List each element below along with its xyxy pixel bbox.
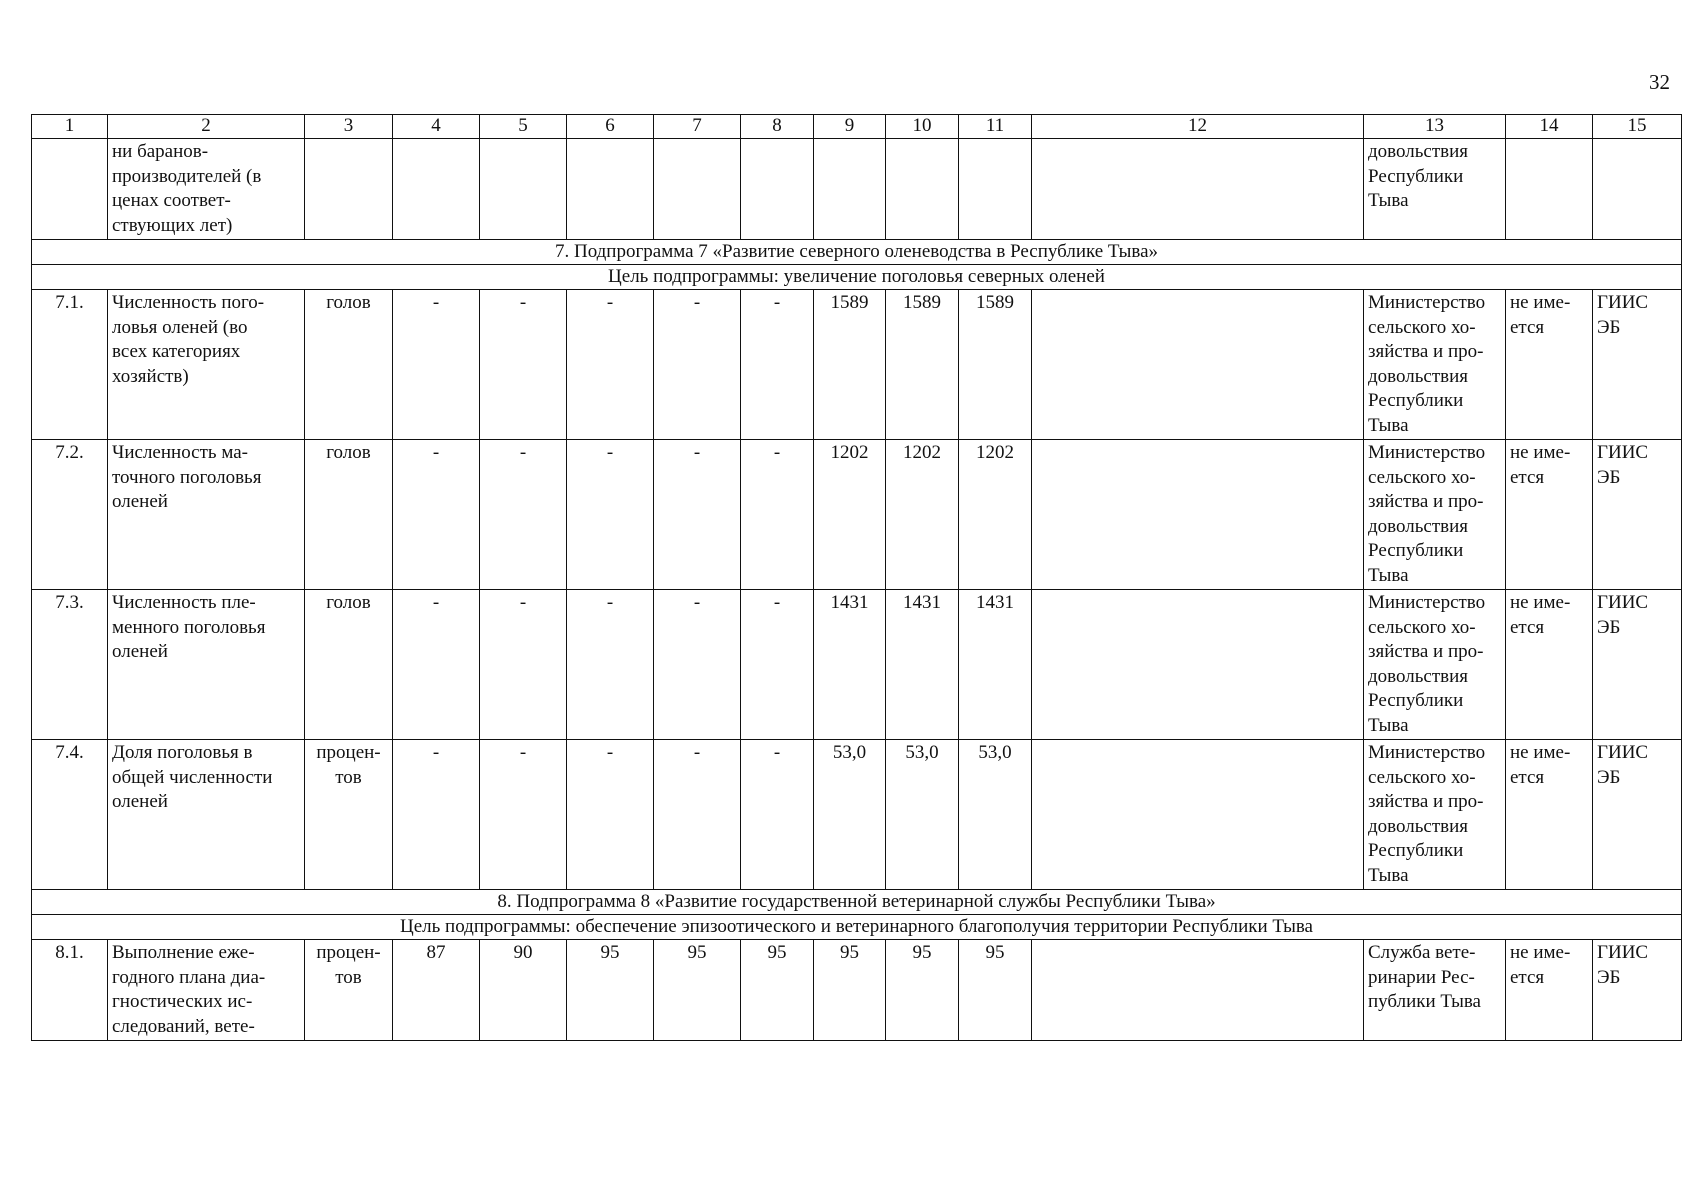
column-number: 10: [886, 115, 959, 139]
responsible-cell: Министерство сельского хо- зяйства и про- довольствия Республики Тыва: [1364, 740, 1506, 890]
value-cell: 1202: [959, 440, 1032, 590]
unit-cell: голов: [305, 290, 393, 440]
section-7-title: 7. Подпрограмма 7 «Развитие северного оленеводства в Республике Тыва»: [32, 240, 1682, 265]
section-8-rows: [32, 940, 1682, 1041]
value-cell: 87: [393, 940, 480, 1041]
value-cell: -: [567, 590, 654, 740]
value-cell: -: [741, 290, 814, 440]
responsible-cell: Служба вете- ринарии Рес- публики Тыва: [1364, 940, 1506, 1041]
system-cell: ГИИС ЭБ: [1593, 740, 1682, 890]
value-cell: -: [567, 740, 654, 890]
column-number: 13: [1364, 115, 1506, 139]
data-source-cell: не име- ется: [1506, 740, 1593, 890]
unit-cell: процен- тов: [305, 940, 393, 1041]
value-cell: 95: [741, 940, 814, 1041]
indicator-row: [32, 940, 1682, 1041]
note-cell: [1032, 740, 1364, 890]
unit-cell: голов: [305, 590, 393, 740]
value-cell: -: [741, 440, 814, 590]
value-cell: 95: [959, 940, 1032, 1041]
section-7-goal: Цель подпрограммы: увеличение поголовья северных оленей: [32, 265, 1682, 290]
row-number-cell: 8.1.: [32, 940, 108, 1041]
column-number-row: [32, 115, 1682, 139]
note-cell: [1032, 440, 1364, 590]
value-cell: 53,0: [886, 740, 959, 890]
row-number-cell: 7.4.: [32, 740, 108, 890]
column-number: 2: [108, 115, 305, 139]
value-cell: 95: [814, 940, 886, 1041]
responsible-cell: Министерство сельского хо- зяйства и про- довольствия Республики Тыва: [1364, 440, 1506, 590]
note-cell: [1032, 290, 1364, 440]
row-number-cell: 7.2.: [32, 440, 108, 590]
value-cell: -: [480, 440, 567, 590]
value-cell: 53,0: [959, 740, 1032, 890]
value-cell: 95: [567, 940, 654, 1041]
value-cell: -: [567, 290, 654, 440]
value-cell: -: [654, 290, 741, 440]
value-cell: -: [480, 290, 567, 440]
section-8-goal: Цель подпрограммы: обеспечение эпизоотического и ветеринарного благополучия территории Республики Тыва: [32, 915, 1682, 940]
indicator-name-cell: Численность ма- точного поголовья оленей: [108, 440, 305, 590]
indicator-name-cell: Доля поголовья в общей численности оленей: [108, 740, 305, 890]
value-cell: -: [654, 740, 741, 890]
value-cell: -: [480, 590, 567, 740]
value-cell: 1589: [886, 290, 959, 440]
column-number: 5: [480, 115, 567, 139]
responsible-cell: довольствия Республики Тыва: [1364, 139, 1506, 240]
system-cell: ГИИС ЭБ: [1593, 290, 1682, 440]
column-number: 8: [741, 115, 814, 139]
value-cell: 53,0: [814, 740, 886, 890]
column-number: 9: [814, 115, 886, 139]
value-cell: 95: [886, 940, 959, 1041]
page-number: 32: [1649, 70, 1670, 94]
data-source-cell: не име- ется: [1506, 590, 1593, 740]
indicator-row: [32, 290, 1682, 440]
continuation-row: [32, 139, 1682, 240]
value-cell: -: [393, 740, 480, 890]
value-cell: -: [393, 290, 480, 440]
system-cell: ГИИС ЭБ: [1593, 440, 1682, 590]
value-cell: 1589: [959, 290, 1032, 440]
column-number: 7: [654, 115, 741, 139]
data-source-cell: не име- ется: [1506, 940, 1593, 1041]
section-goal-row: [32, 265, 1682, 290]
value-cell: 90: [480, 940, 567, 1041]
indicator-name-cell: ни баранов- производителей (в ценах соответ- ствующих лет): [108, 139, 305, 240]
value-cell: 1202: [886, 440, 959, 590]
unit-cell: процен- тов: [305, 740, 393, 890]
indicator-row: [32, 740, 1682, 890]
system-cell: ГИИС ЭБ: [1593, 590, 1682, 740]
value-cell: -: [741, 590, 814, 740]
indicator-name-cell: Численность пого- ловья оленей (во всех категориях хозяйств): [108, 290, 305, 440]
column-number: 12: [1032, 115, 1364, 139]
section-7-rows: [32, 290, 1682, 890]
column-number: 15: [1593, 115, 1682, 139]
data-source-cell: не име- ется: [1506, 290, 1593, 440]
section-goal-row: [32, 915, 1682, 940]
value-cell: 1589: [814, 290, 886, 440]
indicator-name-cell: Выполнение еже- годного плана диа- гностических ис- следований, вете-: [108, 940, 305, 1041]
section-title-row: [32, 890, 1682, 915]
data-source-cell: не име- ется: [1506, 440, 1593, 590]
indicator-name-cell: Численность пле- менного поголовья оленей: [108, 590, 305, 740]
indicators-table: [31, 114, 1682, 1041]
value-cell: 1431: [886, 590, 959, 740]
value-cell: -: [393, 440, 480, 590]
row-number-cell: 7.1.: [32, 290, 108, 440]
system-cell: ГИИС ЭБ: [1593, 940, 1682, 1041]
section-8-title: 8. Подпрограмма 8 «Развитие государственной ветеринарной службы Республики Тыва»: [32, 890, 1682, 915]
column-number: 14: [1506, 115, 1593, 139]
value-cell: 1431: [959, 590, 1032, 740]
value-cell: -: [480, 740, 567, 890]
column-number: 3: [305, 115, 393, 139]
value-cell: -: [654, 590, 741, 740]
note-cell: [1032, 590, 1364, 740]
column-number: 6: [567, 115, 654, 139]
value-cell: -: [393, 590, 480, 740]
row-number-cell: 7.3.: [32, 590, 108, 740]
value-cell: 1431: [814, 590, 886, 740]
value-cell: -: [567, 440, 654, 590]
section-title-row: [32, 240, 1682, 265]
column-number: 4: [393, 115, 480, 139]
value-cell: -: [741, 740, 814, 890]
responsible-cell: Министерство сельского хо- зяйства и про- довольствия Республики Тыва: [1364, 290, 1506, 440]
indicator-row: [32, 590, 1682, 740]
responsible-cell: Министерство сельского хо- зяйства и про- довольствия Республики Тыва: [1364, 590, 1506, 740]
value-cell: -: [654, 440, 741, 590]
column-number: 1: [32, 115, 108, 139]
unit-cell: голов: [305, 440, 393, 590]
column-number: 11: [959, 115, 1032, 139]
indicator-row: [32, 440, 1682, 590]
value-cell: 1202: [814, 440, 886, 590]
note-cell: [1032, 940, 1364, 1041]
value-cell: 95: [654, 940, 741, 1041]
